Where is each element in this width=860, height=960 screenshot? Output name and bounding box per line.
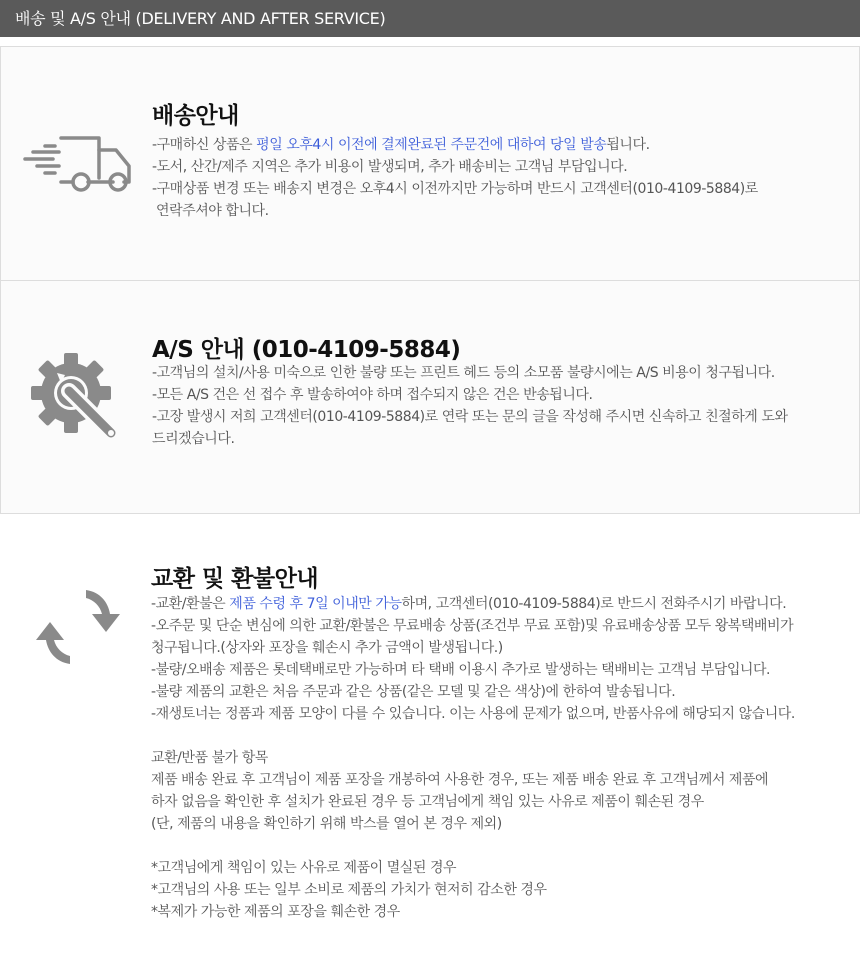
- exchange-highlight: 제품 수령 후 7일 이내만 가능: [229, 596, 402, 612]
- exchange-line-3: 청구됩니다.(상자와 포장을 훼손시 추가 금액이 발생됩니다.): [151, 640, 503, 656]
- delivery-section: [0, 46, 860, 281]
- as-line-2: -모든 A/S 건은 선 접수 후 발송하여야 하며 접수되지 않은 건은 반송됩니다.: [152, 387, 593, 403]
- delivery-line-2: -도서, 산간/제주 지역은 추가 비용이 발생되며, 추가 배송비는 고객님 부담입니다.: [152, 159, 628, 175]
- delivery-title: 배송안내: [152, 103, 239, 129]
- delivery-line-3: -구매상품 변경 또는 배송지 변경은 오후4시 이전까지만 가능하며 반드시 고객센터(010-4109-5884)로: [152, 181, 758, 197]
- as-section: [0, 280, 860, 514]
- exchange-line-6: -재생토너는 정품과 제품 모양이 다를 수 있습니다. 이는 사용에 문제가 없으며, 반품사유에 해당되지 않습니다.: [151, 706, 795, 722]
- delivery-truck-icon: [23, 132, 133, 197]
- delivery-lines: [152, 134, 758, 222]
- spacer: [151, 725, 795, 747]
- spacer: [151, 835, 795, 857]
- star-line-3: *복제가 가능한 제품의 포장을 훼손한 경우: [151, 904, 400, 920]
- header-title: 배송 및 A/S 안내 (DELIVERY AND AFTER SERVICE): [15, 9, 386, 28]
- star-line-2: *고객님의 사용 또는 일부 소비로 제품의 가치가 현저히 감소한 경우: [151, 882, 547, 898]
- exchange-line-2: -오주문 및 단순 변심에 의한 교환/환불은 무료배송 상품(조건부 무료 포함)및 유료배송상품 모두 왕복택배비가: [151, 618, 794, 634]
- as-title: A/S 안내 (010-4109-5884): [152, 337, 461, 363]
- section-header: [0, 0, 860, 37]
- delivery-line-1: -구매하신 상품은 평일 오후4시 이전에 결제완료된 주문건에 대하여 당일 발송됩니다.: [152, 137, 650, 153]
- as-lines: [152, 362, 788, 450]
- exchange-arrows-icon: [30, 588, 126, 668]
- as-line-3: -고장 발생시 저희 고객센터(010-4109-5884)로 연락 또는 문의 글을 작성해 주시면 신속하고 친절하게 도와: [152, 409, 788, 425]
- delivery-highlight: 평일 오후4시 이전에 결제완료된 주문건에 대하여 당일 발송: [256, 137, 607, 153]
- as-line-4: 드리겠습니다.: [152, 431, 235, 447]
- exchange-line-1: -교환/환불은 제품 수령 후 7일 이내만 가능하며, 고객센터(010-4109-5884)로 반드시 전화주시기 바랍니다.: [151, 596, 787, 612]
- gear-wrench-icon: [31, 353, 123, 445]
- exchange-line-4: -불량/오배송 제품은 롯데택배로만 가능하며 타 택배 이용시 추가로 발생하는 택배비는 고객님 부담입니다.: [151, 662, 771, 678]
- no-return-line-3: (단, 제품의 내용을 확인하기 위해 박스를 열어 본 경우 제외): [151, 816, 502, 832]
- no-return-title: 교환/반품 불가 항목: [151, 750, 268, 766]
- star-line-1: *고객님에게 책임이 있는 사유로 제품이 멸실된 경우: [151, 860, 457, 876]
- exchange-section: [0, 514, 860, 960]
- exchange-line-5: -불량 제품의 교환은 처음 주문과 같은 상품(같은 모델 및 같은 색상)에 한하여 발송됩니다.: [151, 684, 676, 700]
- exchange-title: 교환 및 환불안내: [151, 566, 319, 592]
- exchange-lines: [151, 593, 795, 923]
- no-return-line-1: 제품 배송 완료 후 고객님이 제품 포장을 개봉하여 사용한 경우, 또는 제품 배송 완료 후 고객님께서 제품에: [151, 772, 769, 788]
- delivery-line-4: 연락주셔야 합니다.: [156, 203, 269, 219]
- as-line-1: -고객님의 설치/사용 미숙으로 인한 불량 또는 프린트 헤드 등의 소모품 불량시에는 A/S 비용이 청구됩니다.: [152, 365, 775, 381]
- no-return-line-2: 하자 없음을 확인한 후 설치가 완료된 경우 등 고객님에게 책임 있는 사유로 제품이 훼손된 경우: [151, 794, 704, 810]
